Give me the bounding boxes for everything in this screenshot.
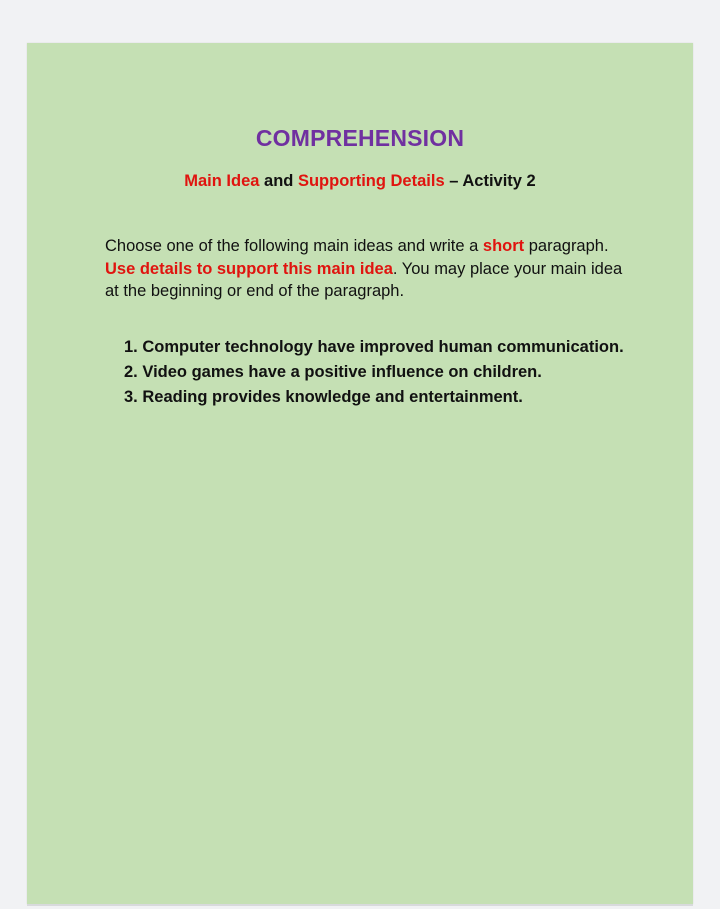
list-item-number: 3.	[124, 388, 138, 406]
activity-subtitle	[27, 172, 693, 191]
subtitle-and: and	[259, 172, 298, 190]
instructions-highlight-short: short	[482, 237, 525, 255]
list-item-number: 2.	[124, 363, 138, 381]
page-separator	[27, 904, 693, 906]
subtitle-activity: – Activity 2	[444, 172, 536, 190]
instructions-text-3: . You may place your main idea at the beginning or end of the paragraph.	[105, 259, 623, 300]
instructions-text-2: paragraph.	[524, 237, 609, 255]
list-item-number: 1.	[124, 338, 138, 356]
subtitle-main-idea: Main Idea	[184, 172, 260, 190]
list-item-text: Computer technology have improved human communication.	[142, 338, 624, 356]
document-page	[27, 43, 693, 904]
instructions-paragraph	[105, 235, 625, 303]
list-item-text: Reading provides knowledge and entertainment.	[142, 388, 523, 406]
page-title: COMPREHENSION	[255, 125, 465, 151]
list-item-text: Video games have a positive influence on children.	[142, 363, 542, 381]
instructions-text-1: Choose one of the following main ideas and write a	[105, 237, 483, 255]
list-item	[124, 360, 624, 385]
list-item	[124, 335, 624, 360]
list-item	[124, 385, 624, 410]
instructions-highlight-details: Use details to support this main idea	[105, 259, 393, 278]
main-ideas-list	[124, 335, 624, 410]
subtitle-supporting-details: Supporting Details	[297, 172, 445, 190]
